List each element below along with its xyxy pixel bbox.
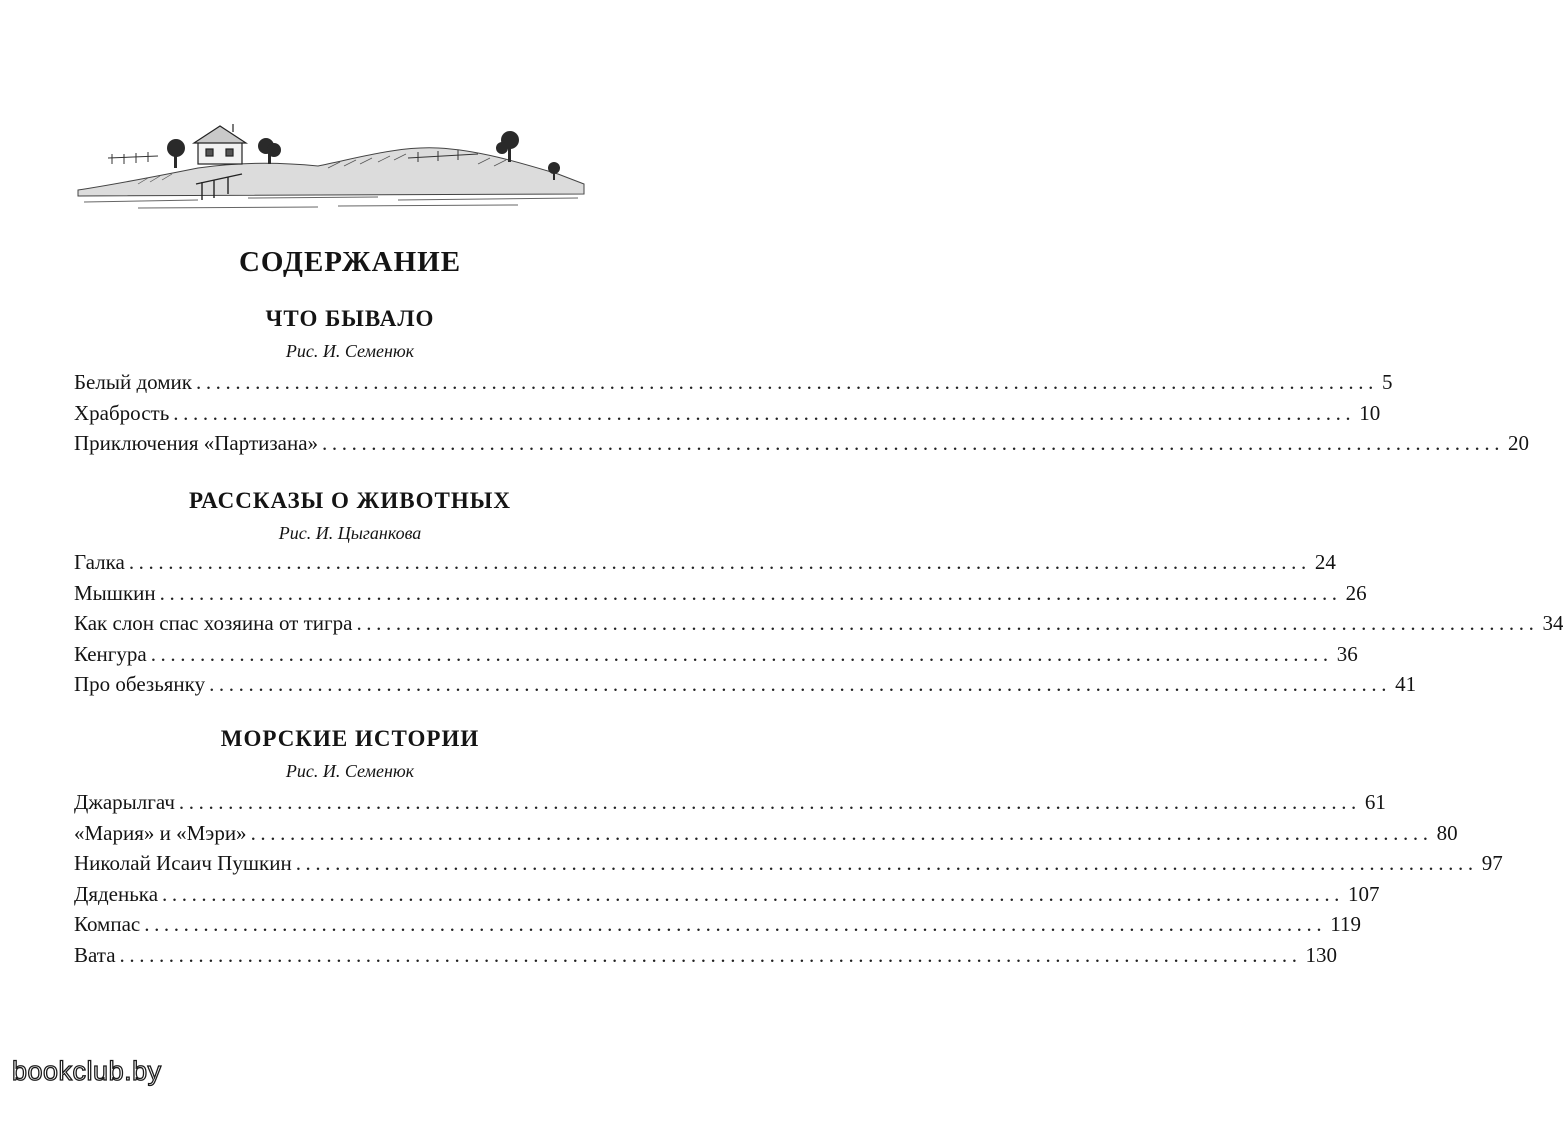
entry-page: 5 <box>1381 370 1393 394</box>
entry-page: 10 <box>1359 400 1381 425</box>
entry-page: 119 <box>1330 912 1361 936</box>
entry-page: 20 <box>1508 431 1530 455</box>
entry-title: Николай Исаич Пушкин <box>74 851 292 875</box>
entry-title: Галка <box>74 550 125 574</box>
illustrator-credit: Рис. И. Семенюк <box>285 341 415 361</box>
dot-leader: ........................................................................................................................ <box>209 672 1392 696</box>
toc-entry[interactable] <box>74 578 1367 609</box>
illustrator-credit: Рис. И. Цыганкова <box>278 523 422 543</box>
entry-page: 34 <box>1542 611 1563 635</box>
toc-list <box>74 547 1563 700</box>
page-title: СОДЕРЖАНИЕ <box>238 246 462 278</box>
dot-leader: ........................................................................................................................ <box>173 400 1356 425</box>
dot-leader: ........................................................................................................................ <box>250 820 1433 845</box>
dot-leader: ........................................................................................................................ <box>128 550 1311 574</box>
entry-page: 41 <box>1395 672 1417 696</box>
toc-entry[interactable] <box>74 547 1336 578</box>
entry-page: 24 <box>1314 550 1336 574</box>
entry-page: 130 <box>1305 942 1338 967</box>
dot-leader: ........................................................................................................................ <box>159 580 1342 605</box>
dot-leader: ........................................................................................................................ <box>322 431 1505 455</box>
toc-entry[interactable] <box>74 398 1381 429</box>
entry-title: Кенгура <box>74 641 147 666</box>
toc-entry[interactable] <box>74 608 1563 639</box>
entry-title: Храбрость <box>74 400 170 425</box>
section-title: МОРСКИЕ ИСТОРИИ <box>220 726 480 751</box>
entry-title: Джарылгач <box>74 790 175 814</box>
entry-page: 26 <box>1345 580 1367 605</box>
dot-leader: ........................................................................................................................ <box>178 790 1361 814</box>
dot-leader: ........................................................................................................................ <box>150 641 1333 666</box>
entry-title: Вата <box>74 942 116 967</box>
entry-page: 107 <box>1348 881 1380 906</box>
entry-title: Как слон спас хозяина от тигра <box>74 611 353 635</box>
toc-entry[interactable] <box>74 879 1380 910</box>
toc-entry[interactable] <box>74 909 1361 940</box>
toc-entry[interactable] <box>74 669 1417 700</box>
landscape-vignette-illustration <box>78 118 584 216</box>
watermark-logo: bookclub.by <box>12 1056 162 1086</box>
toc-list <box>74 367 1530 459</box>
toc-entry[interactable] <box>74 848 1503 879</box>
dot-leader: ........................................................................................................................ <box>195 370 1378 394</box>
dot-leader: ........................................................................................................................ <box>295 851 1478 875</box>
entry-page: 36 <box>1336 641 1358 666</box>
toc-entry[interactable] <box>74 787 1386 818</box>
toc-entry[interactable] <box>74 818 1458 849</box>
dot-leader: ........................................................................................................................ <box>119 942 1302 967</box>
entry-title: Про обезьянку <box>74 672 206 696</box>
entry-title: Приключения «Партизана» <box>74 431 319 455</box>
section-title: РАССКАЗЫ О ЖИВОТНЫХ <box>189 488 511 513</box>
entry-title: Дяденька <box>74 881 159 906</box>
entry-page: 61 <box>1364 790 1386 814</box>
toc-entry[interactable] <box>74 940 1338 971</box>
entry-page: 97 <box>1481 851 1503 875</box>
toc-entry[interactable] <box>74 428 1530 459</box>
toc-list <box>74 787 1503 970</box>
entry-title: «Мария» и «Мэри» <box>74 820 247 845</box>
dot-leader: ........................................................................................................................ <box>162 881 1345 906</box>
entry-title: Компас <box>74 912 141 936</box>
dot-leader: ........................................................................................................................ <box>144 912 1327 936</box>
toc-entry[interactable] <box>74 367 1393 398</box>
toc-entry[interactable] <box>74 639 1358 670</box>
illustrator-credit: Рис. И. Семенюк <box>285 761 415 781</box>
entry-title: Мышкин <box>74 580 156 605</box>
entry-title: Белый домик <box>74 370 192 394</box>
entry-page: 80 <box>1436 820 1458 845</box>
dot-leader: ........................................................................................................................ <box>356 611 1539 635</box>
section-title: ЧТО БЫВАЛО <box>265 306 435 331</box>
